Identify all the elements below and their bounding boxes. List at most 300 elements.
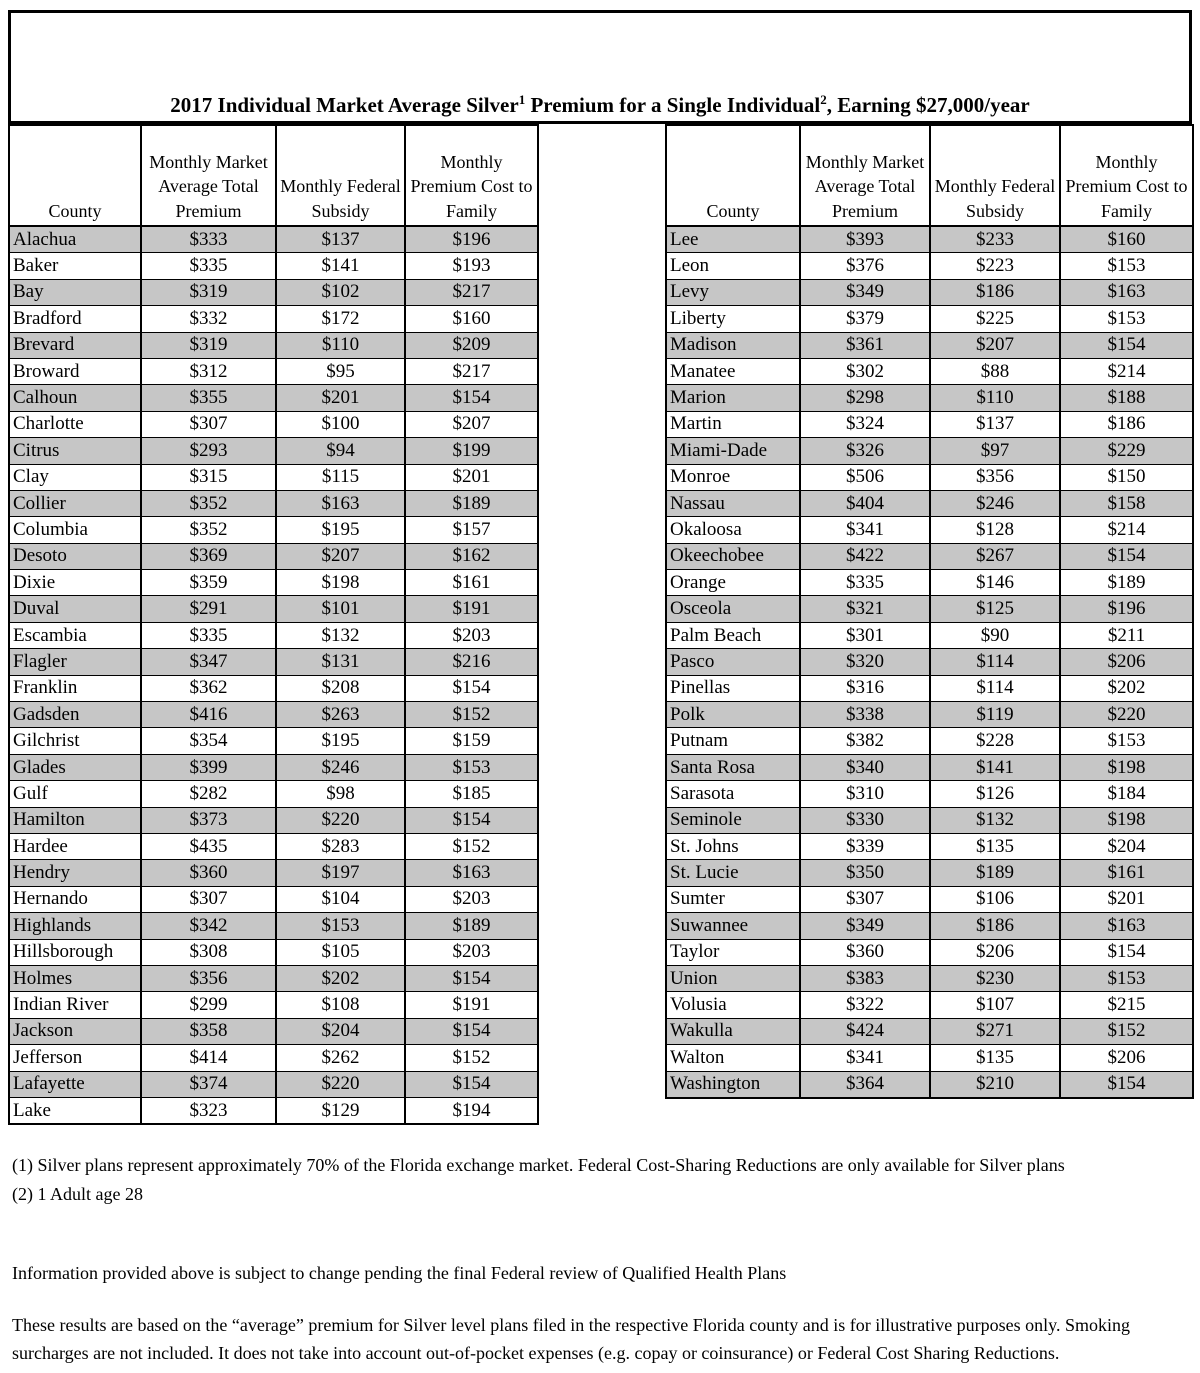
value-cell: $435 — [141, 833, 276, 859]
county-cell: Columbia — [9, 517, 141, 543]
table-row — [9, 464, 538, 490]
county-cell: Okeechobee — [666, 543, 800, 569]
value-cell: $104 — [276, 886, 405, 912]
col-header-subsidy: Monthly Federal Subsidy — [276, 125, 405, 226]
value-cell: $132 — [930, 807, 1060, 833]
value-cell: $201 — [276, 385, 405, 411]
county-cell: Miami-Dade — [666, 438, 800, 464]
table-row — [666, 965, 1193, 991]
page-title — [11, 93, 1189, 118]
value-cell: $152 — [405, 702, 538, 728]
value-cell: $361 — [800, 332, 930, 358]
county-cell: Monroe — [666, 464, 800, 490]
county-cell: Levy — [666, 279, 800, 305]
value-cell: $347 — [141, 649, 276, 675]
value-cell: $194 — [405, 1097, 538, 1124]
value-cell: $131 — [276, 649, 405, 675]
value-cell: $349 — [800, 279, 930, 305]
county-cell: Gilchrist — [9, 728, 141, 754]
table-row — [9, 1045, 538, 1071]
title-superscript-2: 2 — [820, 92, 827, 107]
county-cell: Glades — [9, 754, 141, 780]
left-table-header — [9, 125, 538, 226]
county-cell: Escambia — [9, 622, 141, 648]
table-row — [9, 992, 538, 1018]
disclaimer-federal-review: Information provided above is subject to change pending the final Federal review of Qualified Health Plans — [12, 1263, 787, 1283]
table-row — [666, 649, 1193, 675]
value-cell: $110 — [930, 385, 1060, 411]
value-cell: $152 — [405, 833, 538, 859]
table-row — [666, 702, 1193, 728]
table-row — [9, 490, 538, 516]
value-cell: $126 — [930, 781, 1060, 807]
value-cell: $189 — [405, 490, 538, 516]
value-cell: $107 — [930, 992, 1060, 1018]
county-cell: Marion — [666, 385, 800, 411]
value-cell: $150 — [1060, 464, 1193, 490]
value-cell: $203 — [405, 622, 538, 648]
value-cell: $154 — [405, 1018, 538, 1044]
value-cell: $196 — [405, 226, 538, 253]
county-cell: Leon — [666, 253, 800, 279]
left-table-body — [9, 226, 538, 1124]
value-cell: $152 — [1060, 1018, 1193, 1044]
county-cell: Seminole — [666, 807, 800, 833]
value-cell: $414 — [141, 1045, 276, 1071]
value-cell: $293 — [141, 438, 276, 464]
value-cell: $207 — [405, 411, 538, 437]
value-cell: $354 — [141, 728, 276, 754]
table-row — [9, 253, 538, 279]
value-cell: $360 — [800, 939, 930, 965]
county-cell: Gulf — [9, 781, 141, 807]
value-cell: $162 — [405, 543, 538, 569]
value-cell: $88 — [930, 358, 1060, 384]
table-row — [666, 1071, 1193, 1098]
value-cell: $202 — [1060, 675, 1193, 701]
table-row — [666, 913, 1193, 939]
col-header-subsidy: Monthly Federal Subsidy — [930, 125, 1060, 226]
value-cell: $360 — [141, 860, 276, 886]
county-cell: Baker — [9, 253, 141, 279]
county-cell: Clay — [9, 464, 141, 490]
table-row — [666, 279, 1193, 305]
value-cell: $341 — [800, 517, 930, 543]
value-cell: $203 — [405, 886, 538, 912]
county-cell: Jackson — [9, 1018, 141, 1044]
value-cell: $230 — [930, 965, 1060, 991]
value-cell: $193 — [405, 253, 538, 279]
table-row — [9, 596, 538, 622]
table-row — [9, 385, 538, 411]
value-cell: $204 — [1060, 833, 1193, 859]
table-row — [666, 992, 1193, 1018]
value-cell: $383 — [800, 965, 930, 991]
value-cell: $220 — [276, 1071, 405, 1097]
value-cell: $135 — [930, 833, 1060, 859]
value-cell: $196 — [1060, 596, 1193, 622]
value-cell: $339 — [800, 833, 930, 859]
left-premium-table — [8, 124, 539, 1125]
title-superscript-1: 1 — [518, 92, 526, 107]
county-cell: Gadsden — [9, 702, 141, 728]
value-cell: $154 — [1060, 332, 1193, 358]
title-box — [8, 10, 1192, 124]
value-cell: $283 — [276, 833, 405, 859]
value-cell: $153 — [1060, 728, 1193, 754]
value-cell: $198 — [1060, 807, 1193, 833]
county-cell: Bradford — [9, 306, 141, 332]
county-cell: Brevard — [9, 332, 141, 358]
table-row — [9, 438, 538, 464]
county-cell: Washington — [666, 1071, 800, 1098]
table-row — [9, 675, 538, 701]
county-cell: Pasco — [666, 649, 800, 675]
value-cell: $153 — [1060, 253, 1193, 279]
value-cell: $105 — [276, 939, 405, 965]
table-row — [666, 1045, 1193, 1071]
table-row — [666, 570, 1193, 596]
table-row — [666, 675, 1193, 701]
value-cell: $184 — [1060, 781, 1193, 807]
value-cell: $95 — [276, 358, 405, 384]
value-cell: $341 — [800, 1045, 930, 1071]
value-cell: $267 — [930, 543, 1060, 569]
county-cell: Polk — [666, 702, 800, 728]
county-cell: Martin — [666, 411, 800, 437]
county-cell: Okaloosa — [666, 517, 800, 543]
county-cell: Alachua — [9, 226, 141, 253]
county-cell: Duval — [9, 596, 141, 622]
value-cell: $355 — [141, 385, 276, 411]
table-row — [666, 622, 1193, 648]
value-cell: $364 — [800, 1071, 930, 1098]
table-row — [666, 464, 1193, 490]
table-row — [666, 517, 1193, 543]
table-row — [666, 385, 1193, 411]
county-cell: Lee — [666, 226, 800, 253]
value-cell: $102 — [276, 279, 405, 305]
county-cell: Sumter — [666, 886, 800, 912]
value-cell: $189 — [405, 913, 538, 939]
col-header-cost: Monthly Premium Cost to Family — [405, 125, 538, 226]
table-row — [9, 306, 538, 332]
value-cell: $202 — [276, 965, 405, 991]
page-title-part2: Premium for a Single Individual — [525, 93, 821, 117]
table-row — [9, 939, 538, 965]
value-cell: $291 — [141, 596, 276, 622]
county-cell: Lake — [9, 1097, 141, 1124]
value-cell: $506 — [800, 464, 930, 490]
table-row — [9, 517, 538, 543]
value-cell: $209 — [405, 332, 538, 358]
county-cell: Suwannee — [666, 913, 800, 939]
value-cell: $160 — [1060, 226, 1193, 253]
value-cell: $320 — [800, 649, 930, 675]
value-cell: $110 — [276, 332, 405, 358]
value-cell: $308 — [141, 939, 276, 965]
county-cell: Madison — [666, 332, 800, 358]
value-cell: $128 — [930, 517, 1060, 543]
right-premium-table — [665, 124, 1194, 1099]
county-cell: Manatee — [666, 358, 800, 384]
value-cell: $172 — [276, 306, 405, 332]
table-row — [666, 332, 1193, 358]
value-cell: $154 — [1060, 939, 1193, 965]
table-row — [666, 939, 1193, 965]
value-cell: $153 — [1060, 306, 1193, 332]
value-cell: $132 — [276, 622, 405, 648]
table-row — [9, 754, 538, 780]
county-cell: Pinellas — [666, 675, 800, 701]
county-cell: Dixie — [9, 570, 141, 596]
table-row — [666, 1018, 1193, 1044]
table-row — [9, 279, 538, 305]
value-cell: $106 — [930, 886, 1060, 912]
value-cell: $301 — [800, 622, 930, 648]
value-cell: $335 — [141, 253, 276, 279]
table-row — [666, 226, 1193, 253]
value-cell: $217 — [405, 279, 538, 305]
value-cell: $206 — [1060, 649, 1193, 675]
table-row — [666, 411, 1193, 437]
county-cell: Hendry — [9, 860, 141, 886]
value-cell: $100 — [276, 411, 405, 437]
value-cell: $229 — [1060, 438, 1193, 464]
value-cell: $163 — [1060, 279, 1193, 305]
table-row — [9, 833, 538, 859]
value-cell: $152 — [405, 1045, 538, 1071]
value-cell: $115 — [276, 464, 405, 490]
value-cell: $186 — [930, 279, 1060, 305]
value-cell: $154 — [405, 385, 538, 411]
col-header-cost: Monthly Premium Cost to Family — [1060, 125, 1193, 226]
value-cell: $335 — [800, 570, 930, 596]
county-cell: Walton — [666, 1045, 800, 1071]
value-cell: $393 — [800, 226, 930, 253]
value-cell: $342 — [141, 913, 276, 939]
value-cell: $216 — [405, 649, 538, 675]
table-row — [9, 1018, 538, 1044]
table-row — [9, 913, 538, 939]
value-cell: $114 — [930, 649, 1060, 675]
value-cell: $359 — [141, 570, 276, 596]
county-cell: Palm Beach — [666, 622, 800, 648]
county-cell: Desoto — [9, 543, 141, 569]
county-cell: Lafayette — [9, 1071, 141, 1097]
col-header-premium: Monthly Market Average Total Premium — [800, 125, 930, 226]
value-cell: $399 — [141, 754, 276, 780]
value-cell: $90 — [930, 622, 1060, 648]
value-cell: $299 — [141, 992, 276, 1018]
table-row — [9, 411, 538, 437]
value-cell: $203 — [405, 939, 538, 965]
value-cell: $158 — [1060, 490, 1193, 516]
value-cell: $246 — [276, 754, 405, 780]
county-cell: Indian River — [9, 992, 141, 1018]
table-row — [666, 833, 1193, 859]
value-cell: $356 — [141, 965, 276, 991]
table-row — [9, 226, 538, 253]
value-cell: $263 — [276, 702, 405, 728]
county-cell: St. Johns — [666, 833, 800, 859]
value-cell: $282 — [141, 781, 276, 807]
county-cell: Bay — [9, 279, 141, 305]
value-cell: $333 — [141, 226, 276, 253]
header-row — [9, 125, 538, 226]
table-row — [9, 860, 538, 886]
value-cell: $220 — [1060, 702, 1193, 728]
county-cell: Highlands — [9, 913, 141, 939]
value-cell: $159 — [405, 728, 538, 754]
value-cell: $404 — [800, 490, 930, 516]
value-cell: $163 — [1060, 913, 1193, 939]
value-cell: $97 — [930, 438, 1060, 464]
table-row — [9, 649, 538, 675]
table-row — [9, 781, 538, 807]
county-cell: Flagler — [9, 649, 141, 675]
header-row — [666, 125, 1193, 226]
value-cell: $125 — [930, 596, 1060, 622]
table-row — [9, 543, 538, 569]
table-row — [666, 490, 1193, 516]
table-row — [666, 728, 1193, 754]
value-cell: $206 — [930, 939, 1060, 965]
value-cell: $332 — [141, 306, 276, 332]
value-cell: $217 — [405, 358, 538, 384]
value-cell: $352 — [141, 490, 276, 516]
county-cell: Broward — [9, 358, 141, 384]
table-row — [9, 358, 538, 384]
value-cell: $211 — [1060, 622, 1193, 648]
value-cell: $338 — [800, 702, 930, 728]
value-cell: $298 — [800, 385, 930, 411]
value-cell: $197 — [276, 860, 405, 886]
table-row — [666, 358, 1193, 384]
county-cell: Hernando — [9, 886, 141, 912]
county-cell: Nassau — [666, 490, 800, 516]
value-cell: $206 — [1060, 1045, 1193, 1071]
col-header-county: County — [9, 125, 141, 226]
value-cell: $326 — [800, 438, 930, 464]
value-cell: $215 — [1060, 992, 1193, 1018]
page-title-part1: 2017 Individual Market Average Silver — [170, 93, 519, 117]
value-cell: $199 — [405, 438, 538, 464]
value-cell: $160 — [405, 306, 538, 332]
value-cell: $335 — [141, 622, 276, 648]
value-cell: $161 — [405, 570, 538, 596]
value-cell: $154 — [1060, 543, 1193, 569]
table-row — [666, 860, 1193, 886]
value-cell: $362 — [141, 675, 276, 701]
table-row — [666, 253, 1193, 279]
value-cell: $316 — [800, 675, 930, 701]
county-cell: Holmes — [9, 965, 141, 991]
value-cell: $373 — [141, 807, 276, 833]
county-cell: Osceola — [666, 596, 800, 622]
value-cell: $94 — [276, 438, 405, 464]
table-row — [666, 807, 1193, 833]
page-title-part3: , Earning $27,000/year — [826, 93, 1030, 117]
value-cell: $358 — [141, 1018, 276, 1044]
table-row — [9, 332, 538, 358]
county-cell: Franklin — [9, 675, 141, 701]
value-cell: $382 — [800, 728, 930, 754]
value-cell: $163 — [276, 490, 405, 516]
table-row — [9, 570, 538, 596]
value-cell: $195 — [276, 517, 405, 543]
value-cell: $186 — [1060, 411, 1193, 437]
value-cell: $108 — [276, 992, 405, 1018]
county-cell: Orange — [666, 570, 800, 596]
value-cell: $376 — [800, 253, 930, 279]
value-cell: $214 — [1060, 517, 1193, 543]
table-row — [666, 781, 1193, 807]
value-cell: $163 — [405, 860, 538, 886]
table-row — [9, 728, 538, 754]
value-cell: $154 — [405, 675, 538, 701]
value-cell: $307 — [141, 886, 276, 912]
table-row — [9, 1097, 538, 1124]
value-cell: $223 — [930, 253, 1060, 279]
value-cell: $137 — [276, 226, 405, 253]
value-cell: $369 — [141, 543, 276, 569]
value-cell: $319 — [141, 279, 276, 305]
value-cell: $186 — [930, 913, 1060, 939]
county-cell: Collier — [9, 490, 141, 516]
value-cell: $114 — [930, 675, 1060, 701]
value-cell: $319 — [141, 332, 276, 358]
value-cell: $198 — [276, 570, 405, 596]
value-cell: $422 — [800, 543, 930, 569]
value-cell: $137 — [930, 411, 1060, 437]
value-cell: $119 — [930, 702, 1060, 728]
value-cell: $98 — [276, 781, 405, 807]
value-cell: $262 — [276, 1045, 405, 1071]
value-cell: $214 — [1060, 358, 1193, 384]
county-cell: Taylor — [666, 939, 800, 965]
value-cell: $324 — [800, 411, 930, 437]
table-row — [666, 596, 1193, 622]
value-cell: $154 — [405, 1071, 538, 1097]
county-cell: Charlotte — [9, 411, 141, 437]
value-cell: $220 — [276, 807, 405, 833]
county-cell: Volusia — [666, 992, 800, 1018]
value-cell: $246 — [930, 490, 1060, 516]
value-cell: $141 — [276, 253, 405, 279]
county-cell: St. Lucie — [666, 860, 800, 886]
value-cell: $161 — [1060, 860, 1193, 886]
table-row — [666, 543, 1193, 569]
county-cell: Hillsborough — [9, 939, 141, 965]
value-cell: $201 — [1060, 886, 1193, 912]
value-cell: $189 — [1060, 570, 1193, 596]
county-cell: Hardee — [9, 833, 141, 859]
right-table-body — [666, 226, 1193, 1098]
value-cell: $153 — [1060, 965, 1193, 991]
value-cell: $185 — [405, 781, 538, 807]
county-cell: Union — [666, 965, 800, 991]
value-cell: $416 — [141, 702, 276, 728]
value-cell: $188 — [1060, 385, 1193, 411]
value-cell: $207 — [276, 543, 405, 569]
value-cell: $153 — [405, 754, 538, 780]
county-cell: Calhoun — [9, 385, 141, 411]
value-cell: $204 — [276, 1018, 405, 1044]
value-cell: $424 — [800, 1018, 930, 1044]
county-cell: Jefferson — [9, 1045, 141, 1071]
value-cell: $302 — [800, 358, 930, 384]
